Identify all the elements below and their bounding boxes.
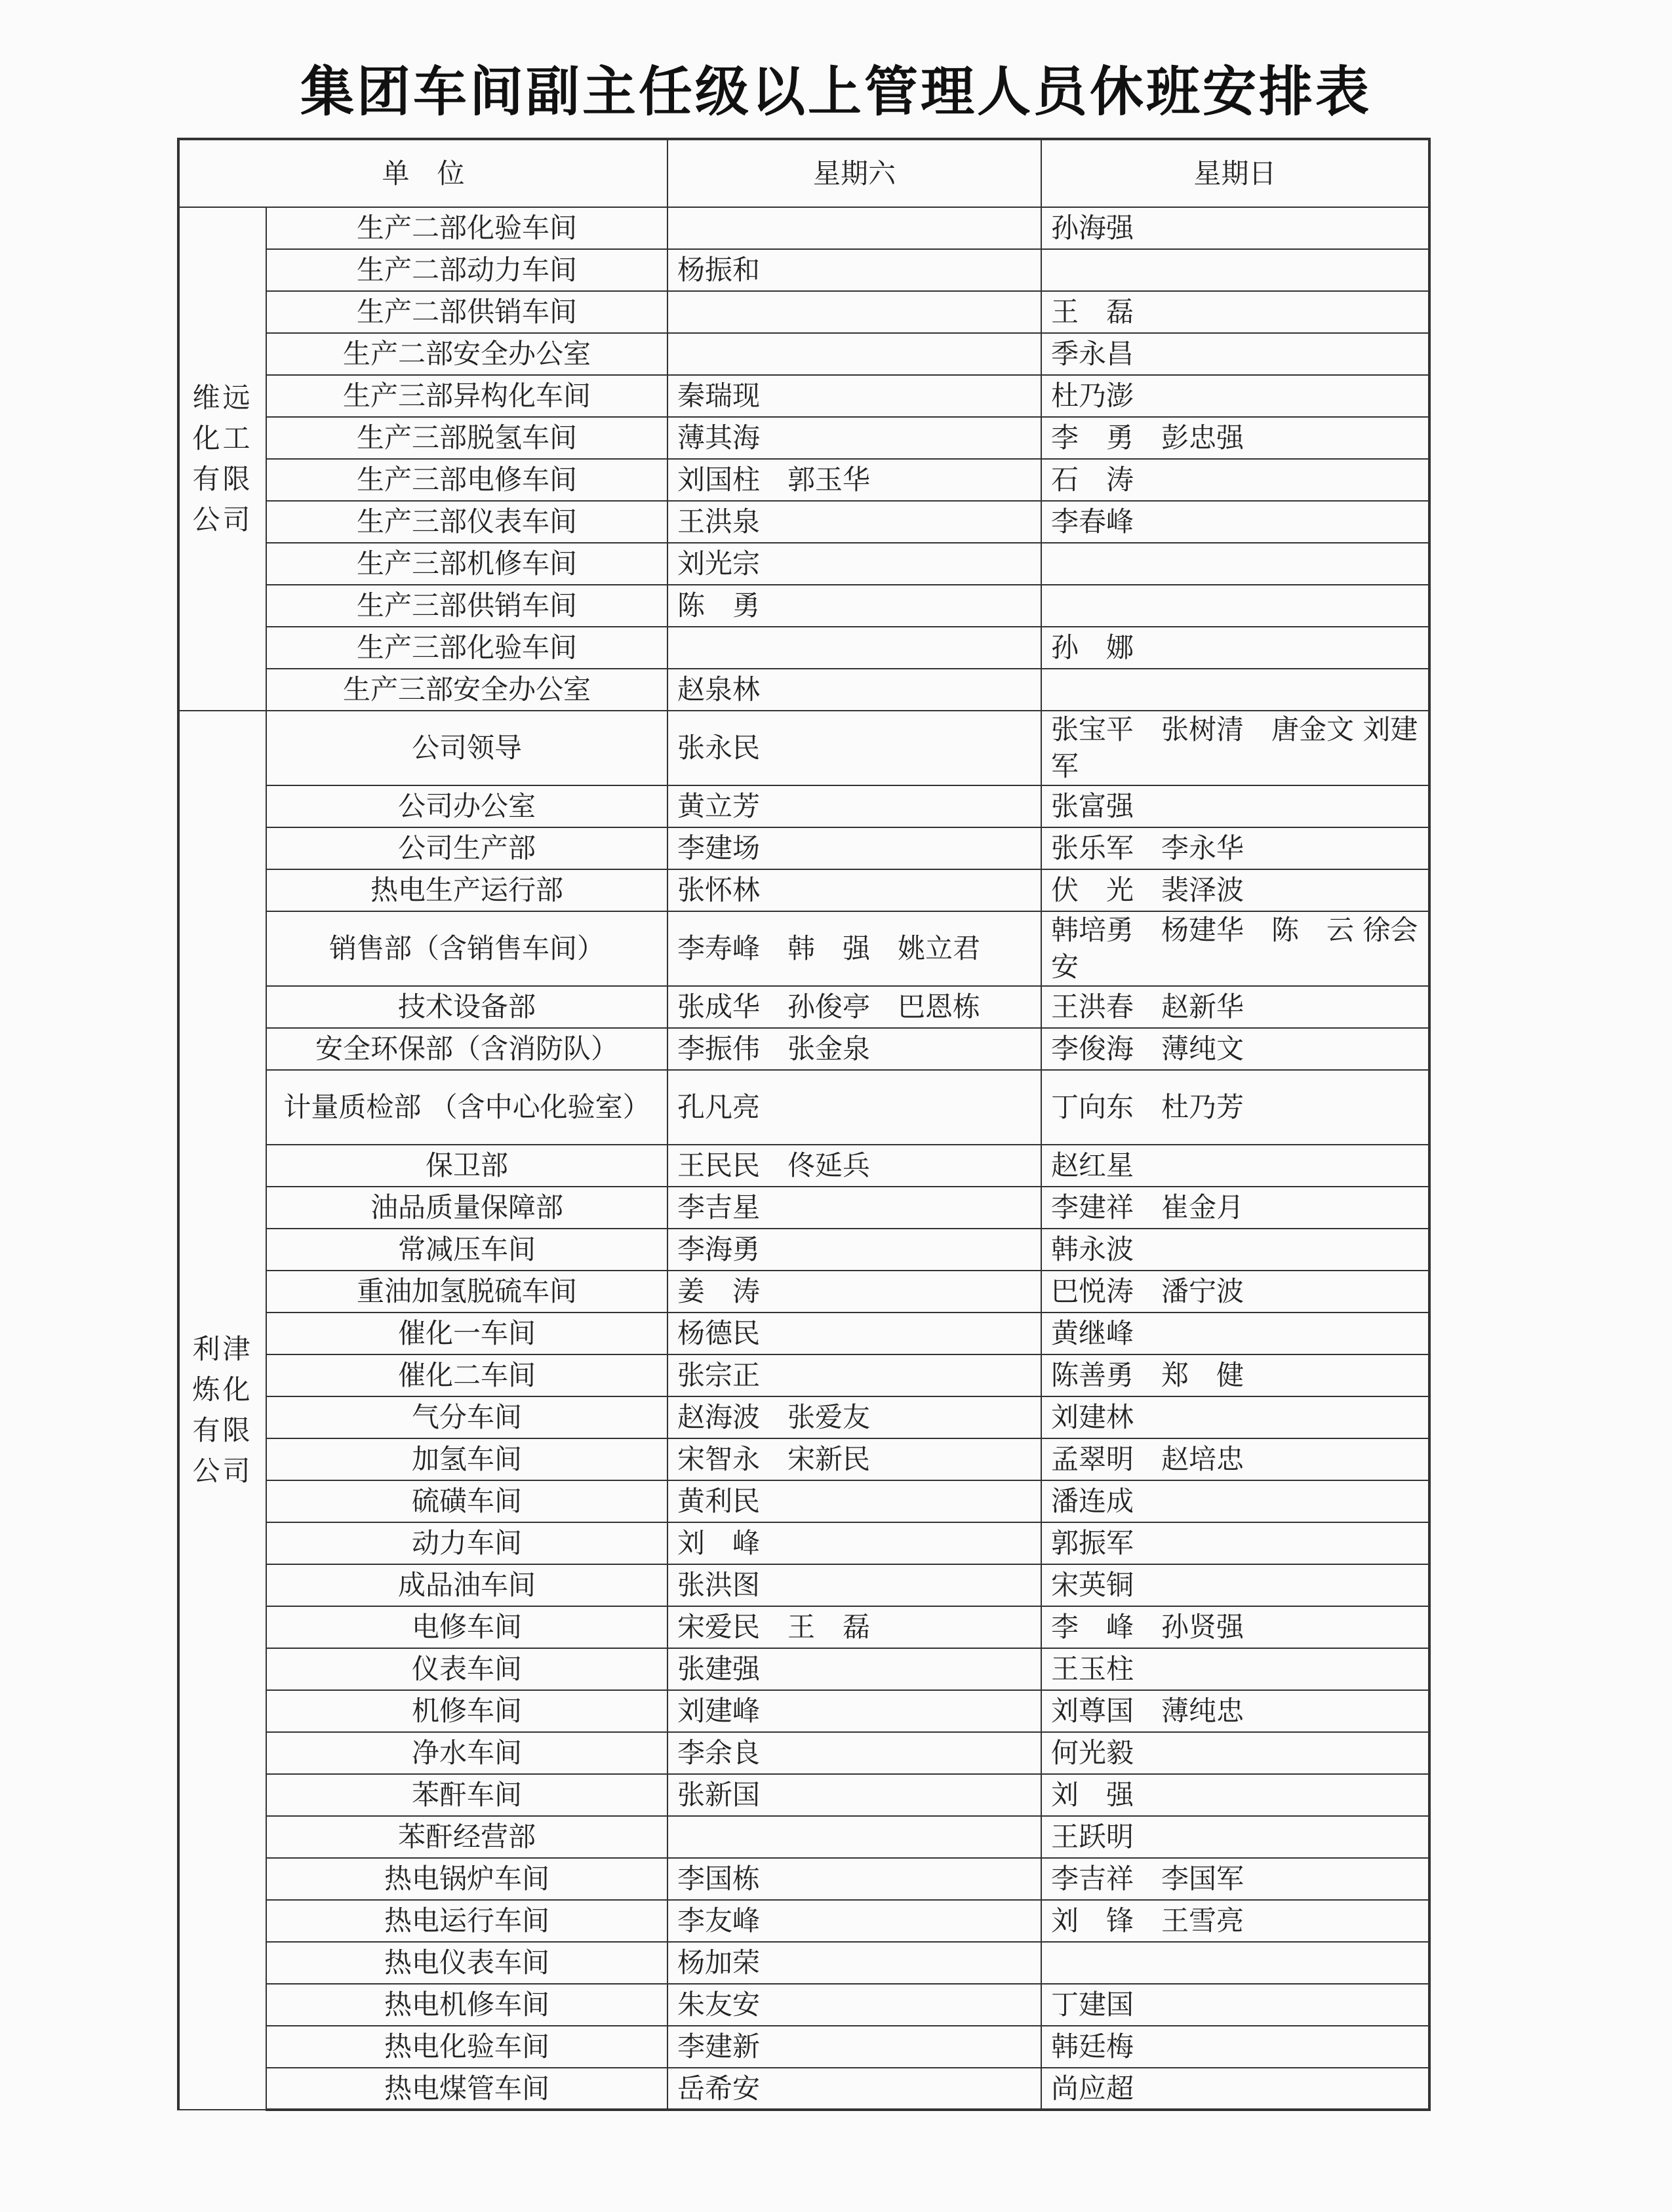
sunday-cell: 张宝平 张树清 唐金文 刘建军 [1041,711,1429,785]
table-row [178,417,1429,459]
unit-cell: 硫磺车间 [266,1480,667,1522]
table-row [178,1187,1429,1229]
unit-cell: 计量质检部 （含中心化验室） [266,1070,667,1145]
table-row [178,1690,1429,1732]
unit-cell: 公司生产部 [266,827,667,869]
sunday-cell: 王跃明 [1041,1816,1429,1858]
table-row [178,1900,1429,1942]
table-row [178,1816,1429,1858]
table-row [178,459,1429,501]
saturday-cell: 岳希安 [667,2068,1041,2110]
saturday-cell: 李振伟 张金泉 [667,1028,1041,1070]
unit-cell: 生产二部安全办公室 [266,333,667,375]
company-name: 利津炼化有限公司 [192,1333,253,1487]
unit-cell: 热电机修车间 [266,1984,667,2026]
unit-cell: 气分车间 [266,1396,667,1438]
saturday-cell: 赵海波 张爱友 [667,1396,1041,1438]
saturday-cell: 张新国 [667,1774,1041,1816]
table-row [178,291,1429,333]
sunday-cell: 刘 强 [1041,1774,1429,1816]
table-row [178,543,1429,585]
saturday-cell [667,291,1041,333]
sunday-cell: 宋英铜 [1041,1564,1429,1606]
company-cell [178,711,266,2110]
sunday-cell: 黄继峰 [1041,1313,1429,1354]
sunday-cell: 李 勇 彭忠强 [1041,417,1429,459]
unit-cell: 生产三部仪表车间 [266,501,667,543]
unit-cell: 热电煤管车间 [266,2068,667,2110]
saturday-cell: 秦瑞现 [667,375,1041,417]
saturday-cell: 杨振和 [667,249,1041,291]
saturday-cell: 王洪泉 [667,501,1041,543]
table-row [178,249,1429,291]
unit-cell: 生产二部动力车间 [266,249,667,291]
saturday-cell: 张成华 孙俊亭 巴恩栋 [667,986,1041,1028]
saturday-cell: 李友峰 [667,1900,1041,1942]
table-row [178,1858,1429,1900]
saturday-cell: 朱友安 [667,1984,1041,2026]
unit-cell: 重油加氢脱硫车间 [266,1271,667,1313]
unit-cell: 热电化验车间 [266,2026,667,2068]
saturday-cell: 黄立芳 [667,785,1041,827]
table-row [178,869,1429,911]
unit-cell: 生产二部化验车间 [266,207,667,249]
saturday-cell: 李建场 [667,827,1041,869]
saturday-cell [667,1816,1041,1858]
unit-cell: 生产三部异构化车间 [266,375,667,417]
unit-cell: 催化一车间 [266,1313,667,1354]
saturday-cell [667,333,1041,375]
sunday-cell: 刘建林 [1041,1396,1429,1438]
table-row [178,627,1429,669]
company-name: 维远化工有限公司 [192,382,253,536]
saturday-cell: 李海勇 [667,1229,1041,1271]
sunday-cell: 石 涛 [1041,459,1429,501]
sunday-cell: 李春峰 [1041,501,1429,543]
sunday-cell: 何光毅 [1041,1732,1429,1774]
unit-cell: 加氢车间 [266,1438,667,1480]
sunday-cell: 孙海强 [1041,207,1429,249]
sunday-cell: 赵红星 [1041,1145,1429,1187]
saturday-cell: 黄利民 [667,1480,1041,1522]
table-row [178,1145,1429,1187]
unit-cell: 机修车间 [266,1690,667,1732]
unit-cell: 销售部（含销售车间） [266,911,667,986]
saturday-header: 星期六 [667,139,1041,207]
table-row [178,1229,1429,1271]
sunday-cell [1041,669,1429,711]
header-row [178,139,1429,207]
unit-cell: 公司办公室 [266,785,667,827]
unit-cell: 净水车间 [266,1732,667,1774]
unit-cell: 常减压车间 [266,1229,667,1271]
table-row [178,669,1429,711]
table-row [178,1942,1429,1984]
saturday-cell: 刘国柱 郭玉华 [667,459,1041,501]
unit-cell: 热电生产运行部 [266,869,667,911]
unit-cell: 生产三部机修车间 [266,543,667,585]
unit-cell: 热电运行车间 [266,1900,667,1942]
page-title: 集团车间副主任级以上管理人员休班安排表 [300,61,1372,123]
table-row [178,2026,1429,2068]
sunday-cell: 季永昌 [1041,333,1429,375]
unit-cell: 热电锅炉车间 [266,1858,667,1900]
unit-cell: 保卫部 [266,1145,667,1187]
table-row [178,1984,1429,2026]
table-row [178,911,1429,986]
saturday-cell: 赵泉林 [667,669,1041,711]
company-cell [178,207,266,711]
sunday-cell: 孙 娜 [1041,627,1429,669]
sunday-cell: 丁向东 杜乃芳 [1041,1070,1429,1145]
sunday-cell [1041,543,1429,585]
saturday-cell: 张永民 [667,711,1041,785]
unit-cell: 公司领导 [266,711,667,785]
saturday-cell: 李国栋 [667,1858,1041,1900]
table-row [178,1028,1429,1070]
table-row [178,711,1429,785]
saturday-cell: 刘 峰 [667,1522,1041,1564]
table-row [178,1438,1429,1480]
saturday-cell: 李吉星 [667,1187,1041,1229]
unit-cell: 生产三部电修车间 [266,459,667,501]
table-row [178,785,1429,827]
schedule-body [178,207,1429,2110]
unit-cell: 成品油车间 [266,1564,667,1606]
sunday-cell: 巴悦涛 潘宁波 [1041,1271,1429,1313]
sunday-cell: 刘 锋 王雪亮 [1041,1900,1429,1942]
sunday-cell: 韩培勇 杨建华 陈 云 徐会安 [1041,911,1429,986]
table-row [178,1564,1429,1606]
unit-cell: 油品质量保障部 [266,1187,667,1229]
table-row [178,207,1429,249]
saturday-cell [667,627,1041,669]
table-row [178,1606,1429,1648]
sunday-cell: 王 磊 [1041,291,1429,333]
table-row [178,501,1429,543]
saturday-cell: 宋爱民 王 磊 [667,1606,1041,1648]
sunday-cell: 张乐军 李永华 [1041,827,1429,869]
unit-cell: 电修车间 [266,1606,667,1648]
saturday-cell: 姜 涛 [667,1271,1041,1313]
saturday-cell: 宋智永 宋新民 [667,1438,1041,1480]
saturday-cell: 刘建峰 [667,1690,1041,1732]
schedule-table [177,138,1431,2111]
saturday-cell: 李建新 [667,2026,1041,2068]
table-row [178,2068,1429,2110]
unit-cell: 苯酐经营部 [266,1816,667,1858]
sunday-cell: 伏 光 裴泽波 [1041,869,1429,911]
saturday-cell: 李余良 [667,1732,1041,1774]
sunday-cell: 李 峰 孙贤强 [1041,1606,1429,1648]
unit-cell: 热电仪表车间 [266,1942,667,1984]
table-row [178,1732,1429,1774]
sunday-cell: 张富强 [1041,785,1429,827]
unit-header: 单 位 [178,139,667,207]
sunday-cell: 王玉柱 [1041,1648,1429,1690]
sunday-cell [1041,585,1429,627]
sunday-cell: 潘连成 [1041,1480,1429,1522]
saturday-cell: 薄其海 [667,417,1041,459]
table-row [178,1522,1429,1564]
unit-cell: 苯酐车间 [266,1774,667,1816]
table-row [178,1313,1429,1354]
table-row [178,333,1429,375]
table-row [178,1271,1429,1313]
unit-cell: 生产三部化验车间 [266,627,667,669]
unit-cell: 催化二车间 [266,1354,667,1396]
unit-cell: 动力车间 [266,1522,667,1564]
sunday-cell: 丁建国 [1041,1984,1429,2026]
sunday-cell [1041,1942,1429,1984]
sunday-cell: 李俊海 薄纯文 [1041,1028,1429,1070]
table-row [178,1774,1429,1816]
unit-cell: 生产三部供销车间 [266,585,667,627]
saturday-cell: 陈 勇 [667,585,1041,627]
table-row [178,986,1429,1028]
sunday-cell [1041,249,1429,291]
sunday-cell: 刘尊国 薄纯忠 [1041,1690,1429,1732]
saturday-cell: 孔凡亮 [667,1070,1041,1145]
sunday-cell: 王洪春 赵新华 [1041,986,1429,1028]
sunday-cell: 李吉祥 李国军 [1041,1858,1429,1900]
sunday-cell: 韩永波 [1041,1229,1429,1271]
sunday-cell: 郭振军 [1041,1522,1429,1564]
saturday-cell: 王民民 佟延兵 [667,1145,1041,1187]
saturday-cell: 张建强 [667,1648,1041,1690]
table-row [178,585,1429,627]
saturday-cell: 张怀林 [667,869,1041,911]
saturday-cell: 张宗正 [667,1354,1041,1396]
table-row [178,1354,1429,1396]
unit-cell: 技术设备部 [266,986,667,1028]
unit-cell: 安全环保部（含消防队） [266,1028,667,1070]
table-row [178,1480,1429,1522]
sunday-cell: 杜乃澎 [1041,375,1429,417]
table-row [178,1648,1429,1690]
saturday-cell [667,207,1041,249]
table-row [178,1070,1429,1145]
saturday-cell: 李寿峰 韩 强 姚立君 [667,911,1041,986]
sunday-header: 星期日 [1041,139,1429,207]
saturday-cell: 杨加荣 [667,1942,1041,1984]
saturday-cell: 张洪图 [667,1564,1041,1606]
table-row [178,827,1429,869]
sunday-cell: 李建祥 崔金月 [1041,1187,1429,1229]
sunday-cell: 孟翠明 赵培忠 [1041,1438,1429,1480]
sunday-cell: 陈善勇 郑 健 [1041,1354,1429,1396]
unit-cell: 仪表车间 [266,1648,667,1690]
table-row [178,375,1429,417]
saturday-cell: 刘光宗 [667,543,1041,585]
unit-cell: 生产二部供销车间 [266,291,667,333]
saturday-cell: 杨德民 [667,1313,1041,1354]
unit-cell: 生产三部脱氢车间 [266,417,667,459]
sunday-cell: 韩廷梅 [1041,2026,1429,2068]
table-row [178,1396,1429,1438]
unit-cell: 生产三部安全办公室 [266,669,667,711]
sunday-cell: 尚应超 [1041,2068,1429,2110]
